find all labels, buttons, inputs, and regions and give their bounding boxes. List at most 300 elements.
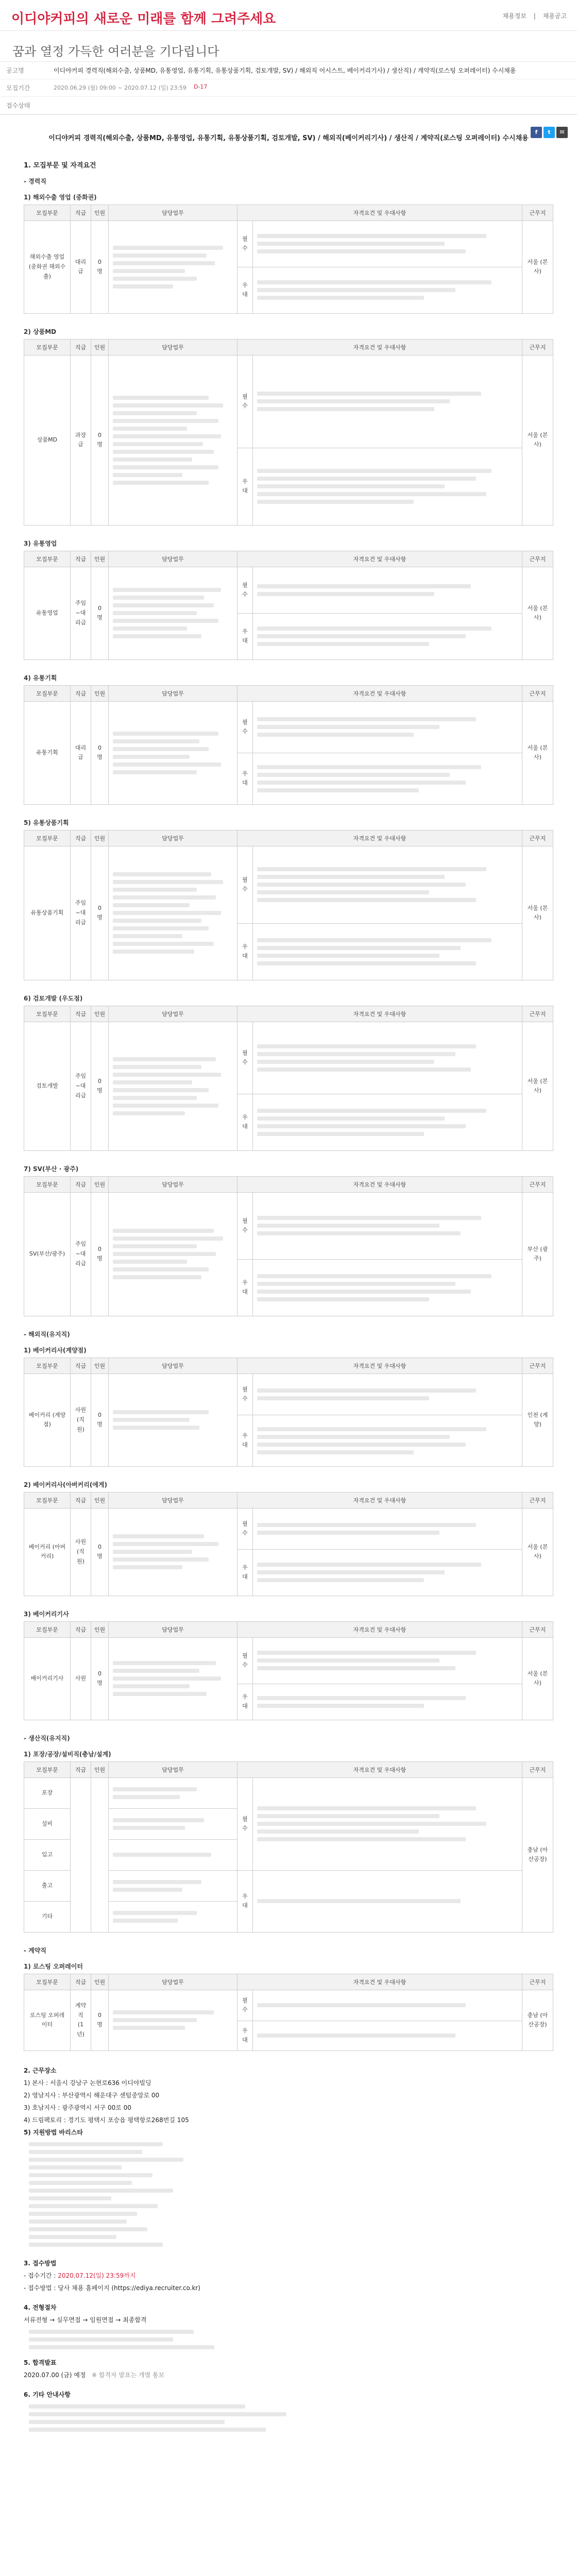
text-line-placeholder bbox=[257, 946, 461, 950]
table-cell: 우대 bbox=[237, 1259, 253, 1316]
nav-item-job-posts[interactable]: 채용공고 bbox=[542, 12, 567, 20]
text-line-placeholder bbox=[113, 1065, 201, 1069]
table-header-cell: 자격요건 및 우대사항 bbox=[237, 1761, 522, 1777]
table-cell bbox=[109, 1022, 237, 1150]
text-line-placeholder bbox=[113, 1252, 216, 1256]
announcement-heading: 이디야커피 경력직(해외수출, 상품MD, 유통영업, 유통기획, 유통상품기획, 검토개발, SV) / 해외직(베이커리기사) / 생산직 / 계약직(로스팅 오퍼레이터) 수시채용 bbox=[48, 134, 529, 142]
table-cell: 우대 bbox=[237, 1870, 253, 1932]
table-header-cell: 모집부문 bbox=[24, 1006, 71, 1022]
table-cell bbox=[253, 567, 522, 613]
job-table-sv bbox=[24, 1176, 553, 1316]
text-line-placeholder bbox=[257, 296, 424, 300]
text-line-placeholder bbox=[257, 280, 491, 284]
table-cell: 우대 bbox=[237, 2021, 253, 2050]
section-heading-process: 4. 전형절차 bbox=[24, 2304, 57, 2312]
table-cell bbox=[253, 1549, 522, 1596]
summary-title-label: 공고명 bbox=[6, 67, 24, 74]
table-cell: 필수 bbox=[237, 701, 253, 753]
job-table-development bbox=[24, 1006, 553, 1151]
text-line-placeholder bbox=[257, 469, 491, 473]
top-bar bbox=[0, 0, 577, 31]
text-line-placeholder bbox=[113, 880, 223, 884]
group-heading-career: - 경력직 bbox=[24, 177, 46, 185]
text-line-placeholder bbox=[257, 954, 439, 958]
email-share-icon[interactable]: ✉ bbox=[556, 127, 568, 138]
text-line-placeholder bbox=[257, 1829, 419, 1834]
table-header-cell: 모집부문 bbox=[24, 205, 71, 221]
text-line-placeholder bbox=[113, 1557, 209, 1562]
text-line-placeholder bbox=[257, 1388, 476, 1393]
text-line-placeholder bbox=[257, 1523, 476, 1527]
text-line-placeholder bbox=[29, 2227, 147, 2231]
table-cell: 대리급 bbox=[71, 701, 91, 804]
text-line-placeholder bbox=[113, 1534, 204, 1538]
job-table-baker-3 bbox=[24, 1621, 553, 1720]
table-cell: 0명 bbox=[91, 1022, 109, 1150]
text-line-placeholder bbox=[257, 1282, 455, 1286]
text-line-placeholder bbox=[257, 1704, 424, 1708]
table-header-cell: 모집부문 bbox=[24, 1761, 71, 1777]
table-cell: 우대 bbox=[237, 448, 253, 525]
table-header-cell: 인원 bbox=[91, 1176, 109, 1192]
table-cell: 필수 bbox=[237, 567, 253, 613]
text-line-placeholder bbox=[257, 2003, 466, 2007]
group-heading-contract: - 계약직 bbox=[24, 1946, 46, 1954]
table-header-cell: 근무지 bbox=[522, 551, 553, 567]
text-line-placeholder bbox=[113, 1260, 187, 1264]
text-line-placeholder bbox=[257, 733, 414, 737]
text-line-placeholder bbox=[113, 284, 173, 289]
table-cell bbox=[71, 1777, 91, 1932]
text-line-placeholder bbox=[257, 1290, 471, 1294]
table-cell bbox=[253, 1022, 522, 1094]
table-cell: 우대 bbox=[237, 1415, 253, 1466]
text-line-placeholder bbox=[113, 1096, 197, 1100]
table-cell: 서울 (본사) bbox=[522, 567, 553, 659]
text-line-placeholder bbox=[113, 588, 221, 592]
table-header-cell: 담당업무 bbox=[109, 1761, 237, 1777]
table-header-cell: 자격요건 및 우대사항 bbox=[237, 339, 522, 355]
text-line-placeholder bbox=[29, 2219, 127, 2224]
table-cell bbox=[109, 1808, 237, 1839]
text-line-placeholder bbox=[113, 747, 209, 751]
text-line-placeholder bbox=[113, 403, 223, 408]
text-line-placeholder bbox=[257, 890, 429, 894]
text-line-placeholder bbox=[257, 1060, 434, 1064]
section-heading-application: 3. 접수방법 bbox=[24, 2260, 57, 2267]
table-cell: 필수 bbox=[237, 1192, 253, 1259]
table-header-cell: 담당업무 bbox=[109, 1621, 237, 1637]
text-line-placeholder bbox=[29, 2196, 111, 2200]
table-heading-md: 2) 상품MD bbox=[24, 328, 57, 335]
text-line-placeholder bbox=[29, 2189, 173, 2193]
text-line-placeholder bbox=[29, 2235, 116, 2239]
table-header-cell: 근무지 bbox=[522, 1761, 553, 1777]
text-line-placeholder bbox=[257, 242, 445, 246]
text-line-placeholder bbox=[257, 1666, 455, 1670]
table-header-cell: 직급 bbox=[71, 1621, 91, 1637]
text-line-placeholder bbox=[113, 950, 194, 954]
selection-process: 서류전형 → 실무면접 → 임원면접 → 최종합격 bbox=[24, 2316, 147, 2324]
text-line-placeholder bbox=[113, 634, 201, 638]
text-line-placeholder bbox=[257, 492, 486, 496]
table-heading-roasting: 1) 로스팅 오퍼레이터 bbox=[24, 1962, 83, 1970]
summary-status-label: 접수상태 bbox=[6, 102, 30, 109]
announcement-date: 2020.07.00 (금) 예정 bbox=[24, 2371, 86, 2379]
table-header-cell: 담당업무 bbox=[109, 1492, 237, 1508]
table-cell: 상품MD bbox=[24, 355, 71, 525]
table-header-cell: 모집부문 bbox=[24, 1974, 71, 1990]
location-item: 4) 드림팩토리 : 경기도 평택시 포승읍 평택항로268번길 105 bbox=[24, 2116, 189, 2124]
table-cell bbox=[91, 1777, 109, 1932]
table-header-cell: 인원 bbox=[91, 1621, 109, 1637]
table-cell: 0명 bbox=[91, 1637, 109, 1720]
text-line-placeholder bbox=[113, 1676, 221, 1681]
text-line-placeholder bbox=[29, 2330, 194, 2334]
text-line-placeholder bbox=[257, 1563, 481, 1567]
text-line-placeholder bbox=[113, 603, 214, 607]
table-header-cell: 직급 bbox=[71, 1358, 91, 1374]
text-line-placeholder bbox=[113, 926, 209, 930]
table-cell bbox=[253, 1094, 522, 1150]
table-header-cell: 담당업무 bbox=[109, 551, 237, 567]
nav-item-recruit-info[interactable]: 채용정보 bbox=[502, 12, 527, 20]
text-line-placeholder bbox=[257, 407, 434, 411]
section-heading-location: 2. 근무장소 bbox=[24, 2067, 57, 2075]
text-line-placeholder bbox=[113, 1275, 201, 1279]
table-header-cell: 근무지 bbox=[522, 1492, 553, 1508]
text-line-placeholder bbox=[257, 1427, 486, 1431]
table-cell bbox=[109, 1777, 237, 1808]
text-line-placeholder bbox=[113, 427, 187, 431]
table-cell: 0명 bbox=[91, 1508, 109, 1596]
text-line-placeholder bbox=[257, 1651, 476, 1655]
table-header-cell: 근무지 bbox=[522, 1974, 553, 1990]
text-line-placeholder bbox=[113, 465, 218, 469]
text-line-placeholder bbox=[113, 457, 192, 462]
text-line-placeholder bbox=[113, 1888, 182, 1892]
table-cell: 부산 (광주) bbox=[522, 1192, 553, 1316]
table-cell bbox=[109, 355, 237, 525]
table-cell bbox=[253, 1777, 522, 1870]
text-line-placeholder bbox=[257, 1067, 471, 1072]
table-header-cell: 모집부문 bbox=[24, 685, 71, 701]
table-cell bbox=[109, 1990, 237, 2050]
table-cell: 필수 bbox=[237, 846, 253, 923]
table-header-cell: 담당업무 bbox=[109, 1006, 237, 1022]
table-cell: 설비 bbox=[24, 1808, 71, 1839]
table-header-cell: 근무지 bbox=[522, 1621, 553, 1637]
text-line-placeholder bbox=[113, 888, 197, 892]
text-line-placeholder bbox=[257, 773, 450, 777]
text-line-placeholder bbox=[113, 1565, 182, 1569]
location-item: 2) 영남지사 : 부산광역시 해운대구 센텀중앙로 00 bbox=[24, 2092, 160, 2099]
table-cell: 필수 bbox=[237, 1777, 253, 1870]
text-line-placeholder bbox=[29, 2345, 214, 2349]
text-line-placeholder bbox=[113, 450, 214, 454]
table-cell bbox=[253, 753, 522, 804]
table-cell: 0명 bbox=[91, 1990, 109, 2050]
text-line-placeholder bbox=[29, 2204, 158, 2208]
table-header-cell: 자격요건 및 우대사항 bbox=[237, 1492, 522, 1508]
table-cell: 필수 bbox=[237, 221, 253, 267]
text-line-placeholder bbox=[257, 249, 466, 253]
table-cell: 기타 bbox=[24, 1901, 71, 1932]
text-line-placeholder bbox=[113, 934, 182, 938]
table-cell: 0명 bbox=[91, 221, 109, 313]
table-header-cell: 직급 bbox=[71, 551, 91, 567]
text-line-placeholder bbox=[257, 938, 491, 942]
table-cell bbox=[109, 1374, 237, 1466]
table-cell: 필수 bbox=[237, 1022, 253, 1094]
table-heading-baker-3: 3) 베이커리기사 bbox=[24, 1610, 69, 1618]
text-line-placeholder bbox=[257, 1443, 466, 1447]
table-header-cell: 직급 bbox=[71, 205, 91, 221]
text-line-placeholder bbox=[113, 872, 211, 876]
text-line-placeholder bbox=[113, 473, 182, 477]
table-cell: 사원 (직원) bbox=[71, 1508, 91, 1596]
table-heading-product-planning: 5) 유통상품기획 bbox=[24, 819, 69, 826]
text-line-placeholder bbox=[257, 584, 471, 588]
table-heading-baker-1: 1) 베이커리사(계양점) bbox=[24, 1346, 87, 1354]
table-header-cell: 인원 bbox=[91, 1006, 109, 1022]
table-header-cell: 담당업무 bbox=[109, 1358, 237, 1374]
text-line-placeholder bbox=[29, 2165, 122, 2170]
job-table-sales bbox=[24, 551, 553, 660]
table-header-cell: 자격요건 및 우대사항 bbox=[237, 685, 522, 701]
table-cell: 우대 bbox=[237, 613, 253, 659]
table-cell: 유통영업 bbox=[24, 567, 71, 659]
text-line-placeholder bbox=[257, 634, 466, 638]
text-line-placeholder bbox=[257, 781, 466, 785]
section-heading-notes: 6. 기타 안내사항 bbox=[24, 2391, 71, 2399]
text-line-placeholder bbox=[257, 1044, 476, 1048]
text-line-placeholder bbox=[113, 942, 214, 946]
table-cell: 충남 (아산공장) bbox=[522, 1777, 553, 1932]
table-cell: 입고 bbox=[24, 1839, 71, 1870]
table-cell bbox=[253, 2021, 522, 2050]
table-header-cell: 근무지 bbox=[522, 685, 553, 701]
table-cell: 우대 bbox=[237, 1549, 253, 1596]
text-line-placeholder bbox=[113, 419, 218, 423]
table-header-cell: 담당업무 bbox=[109, 1176, 237, 1192]
posting-body bbox=[0, 133, 577, 2432]
table-cell: 0명 bbox=[91, 355, 109, 525]
table-cell bbox=[109, 1508, 237, 1596]
job-table-planning bbox=[24, 685, 553, 805]
table-cell: 사원 (직원) bbox=[71, 1374, 91, 1466]
table-header-cell: 인원 bbox=[91, 830, 109, 846]
job-table-export bbox=[24, 205, 553, 314]
table-header-cell: 인원 bbox=[91, 1492, 109, 1508]
group-heading-production: - 생산직(유지직) bbox=[24, 1734, 70, 1742]
text-line-placeholder bbox=[113, 1911, 197, 1915]
text-line-placeholder bbox=[257, 1806, 476, 1810]
text-line-placeholder bbox=[257, 1124, 466, 1128]
location-item: 3) 호남지사 : 광주광역시 서구 00로 00 bbox=[24, 2104, 131, 2112]
text-line-placeholder bbox=[113, 1669, 199, 1673]
text-line-placeholder bbox=[257, 484, 445, 488]
text-line-placeholder bbox=[29, 2158, 183, 2162]
table-cell: 0명 bbox=[91, 1374, 109, 1466]
text-line-placeholder bbox=[113, 596, 204, 600]
text-line-placeholder bbox=[113, 2018, 197, 2022]
text-line-placeholder bbox=[113, 1919, 178, 1923]
text-line-placeholder bbox=[257, 288, 455, 292]
text-line-placeholder bbox=[29, 2428, 266, 2432]
table-cell: 포장 bbox=[24, 1777, 71, 1808]
table-cell: 해외수출 영업 (중화권 해외수출) bbox=[24, 221, 71, 313]
text-line-placeholder bbox=[113, 411, 197, 415]
section-heading-requirements: 1. 모집부문 및 자격요건 bbox=[24, 161, 96, 170]
text-line-placeholder bbox=[113, 1826, 185, 1830]
table-cell bbox=[109, 1192, 237, 1316]
text-line-placeholder bbox=[113, 1111, 185, 1115]
text-line-placeholder bbox=[113, 269, 185, 273]
table-header-cell: 담당업무 bbox=[109, 339, 237, 355]
table-cell bbox=[109, 701, 237, 804]
table-header-cell: 담당업무 bbox=[109, 685, 237, 701]
table-cell: 서울 (본사) bbox=[522, 221, 553, 313]
table-cell bbox=[253, 448, 522, 525]
facebook-share-icon[interactable]: f bbox=[531, 127, 542, 138]
text-line-placeholder bbox=[113, 261, 215, 265]
text-line-placeholder bbox=[113, 1426, 199, 1430]
table-cell: 우대 bbox=[237, 1094, 253, 1150]
table-cell: 0명 bbox=[91, 701, 109, 804]
application-method[interactable]: 당사 채용 홈페이지 (https://ediya.recruiter.co.kr) bbox=[58, 2284, 201, 2292]
section-heading-announcement: 5. 합격발표 bbox=[24, 2359, 57, 2367]
table-heading-export: 1) 해외수출 영업 (중화권) bbox=[24, 193, 97, 201]
text-line-placeholder bbox=[257, 399, 450, 403]
text-line-placeholder bbox=[113, 1229, 214, 1233]
table-cell: 서울 (본사) bbox=[522, 1637, 553, 1720]
table-header-cell: 모집부문 bbox=[24, 1492, 71, 1508]
text-line-placeholder bbox=[257, 1052, 455, 1056]
text-line-placeholder bbox=[257, 1216, 481, 1220]
text-line-placeholder bbox=[113, 611, 197, 615]
share-buttons bbox=[531, 127, 568, 138]
text-line-placeholder bbox=[113, 1088, 209, 1092]
text-line-placeholder bbox=[257, 717, 476, 721]
table-cell: 로스팅 오퍼레이터 bbox=[24, 1990, 71, 2050]
text-line-placeholder bbox=[257, 592, 434, 596]
text-line-placeholder bbox=[113, 1104, 218, 1108]
text-line-placeholder bbox=[257, 1116, 445, 1121]
table-header-cell: 인원 bbox=[91, 205, 109, 221]
application-period: 2020.07.12(일) 23:59까지 bbox=[58, 2272, 136, 2280]
posting-period: 2020.06.29 (월) 09:00 ~ 2020.07.12 (일) 23:59 bbox=[54, 84, 186, 91]
work-location-section bbox=[24, 2064, 553, 2247]
text-line-placeholder bbox=[113, 481, 209, 485]
table-cell: 필수 bbox=[237, 1374, 253, 1415]
table-cell: 우대 bbox=[237, 267, 253, 313]
table-header-cell: 근무지 bbox=[522, 205, 553, 221]
text-line-placeholder bbox=[113, 762, 221, 767]
table-cell: 우대 bbox=[237, 1684, 253, 1720]
table-header-cell: 담당업무 bbox=[109, 1974, 237, 1990]
posting-summary bbox=[0, 62, 577, 135]
table-cell: 주임~대리급 bbox=[71, 567, 91, 659]
site-logo[interactable]: 이디야커피의 새로운 미래를 함께 그려주세요 bbox=[11, 11, 276, 27]
text-line-placeholder bbox=[257, 234, 486, 238]
text-line-placeholder bbox=[257, 1822, 486, 1826]
table-cell: 서울 (본사) bbox=[522, 846, 553, 980]
table-cell bbox=[253, 1637, 522, 1684]
text-line-placeholder bbox=[257, 642, 429, 646]
text-line-placeholder bbox=[257, 477, 476, 481]
text-line-placeholder bbox=[113, 396, 209, 400]
twitter-share-icon[interactable]: t bbox=[544, 127, 555, 138]
table-header-cell: 자격요건 및 우대사항 bbox=[237, 1176, 522, 1192]
table-header-cell: 근무지 bbox=[522, 339, 553, 355]
table-header-cell: 직급 bbox=[71, 339, 91, 355]
table-header-cell: 자격요건 및 우대사항 bbox=[237, 1006, 522, 1022]
table-cell: 주임~대리급 bbox=[71, 1192, 91, 1316]
table-cell: 검토개발 bbox=[24, 1022, 71, 1150]
top-nav: 채용정보 | 채용공고 bbox=[502, 12, 567, 20]
text-line-placeholder bbox=[257, 883, 466, 887]
table-header-cell: 인원 bbox=[91, 685, 109, 701]
table-cell: 베이커리기사 bbox=[24, 1637, 71, 1720]
text-line-placeholder bbox=[113, 2026, 185, 2030]
dday-badge: D-17 bbox=[193, 83, 208, 90]
table-cell bbox=[109, 567, 237, 659]
text-line-placeholder bbox=[29, 2142, 163, 2146]
table-cell bbox=[109, 1870, 237, 1901]
text-line-placeholder bbox=[29, 2150, 142, 2154]
table-header-cell: 인원 bbox=[91, 551, 109, 567]
table-cell: 주임~대리급 bbox=[71, 846, 91, 980]
job-table-md bbox=[24, 339, 553, 526]
text-line-placeholder bbox=[113, 442, 203, 446]
table-cell: 유통기획 bbox=[24, 701, 71, 804]
table-header-cell: 자격요건 및 우대사항 bbox=[237, 205, 522, 221]
table-heading-sv: 7) SV(부산 · 광주) bbox=[24, 1165, 79, 1173]
table-cell bbox=[109, 1901, 237, 1932]
text-line-placeholder bbox=[257, 1570, 445, 1574]
text-line-placeholder bbox=[113, 1795, 180, 1799]
table-header-cell: 직급 bbox=[71, 1974, 91, 1990]
table-cell: 베이커리 (아버커리) bbox=[24, 1508, 71, 1596]
table-cell: 필수 bbox=[237, 1637, 253, 1684]
text-line-placeholder bbox=[113, 1818, 204, 1822]
table-cell: 0명 bbox=[91, 567, 109, 659]
table-cell bbox=[109, 1839, 237, 1870]
table-cell: SV(부산/광주) bbox=[24, 1192, 71, 1316]
text-line-placeholder bbox=[113, 1410, 209, 1414]
text-line-placeholder bbox=[113, 1787, 197, 1791]
text-line-placeholder bbox=[29, 2173, 152, 2177]
text-line-placeholder bbox=[113, 1853, 211, 1857]
table-cell bbox=[253, 1192, 522, 1259]
text-line-placeholder bbox=[113, 1057, 216, 1061]
text-line-placeholder bbox=[257, 1531, 439, 1535]
table-header-cell: 모집부문 bbox=[24, 339, 71, 355]
table-cell bbox=[253, 613, 522, 659]
text-line-placeholder bbox=[113, 1244, 197, 1248]
summary-period-label: 모집기간 bbox=[6, 84, 30, 92]
text-line-placeholder bbox=[257, 1450, 414, 1454]
announcement-note: ※ 합격자 발표는 개별 통보 bbox=[91, 2371, 165, 2379]
table-header-cell: 근무지 bbox=[522, 1176, 553, 1192]
text-line-placeholder bbox=[257, 1224, 439, 1228]
table-cell: 필수 bbox=[237, 1990, 253, 2021]
text-line-placeholder bbox=[113, 2010, 214, 2014]
table-header-cell: 인원 bbox=[91, 1974, 109, 1990]
table-cell bbox=[253, 267, 522, 313]
table-header-cell: 모집부문 bbox=[24, 1176, 71, 1192]
